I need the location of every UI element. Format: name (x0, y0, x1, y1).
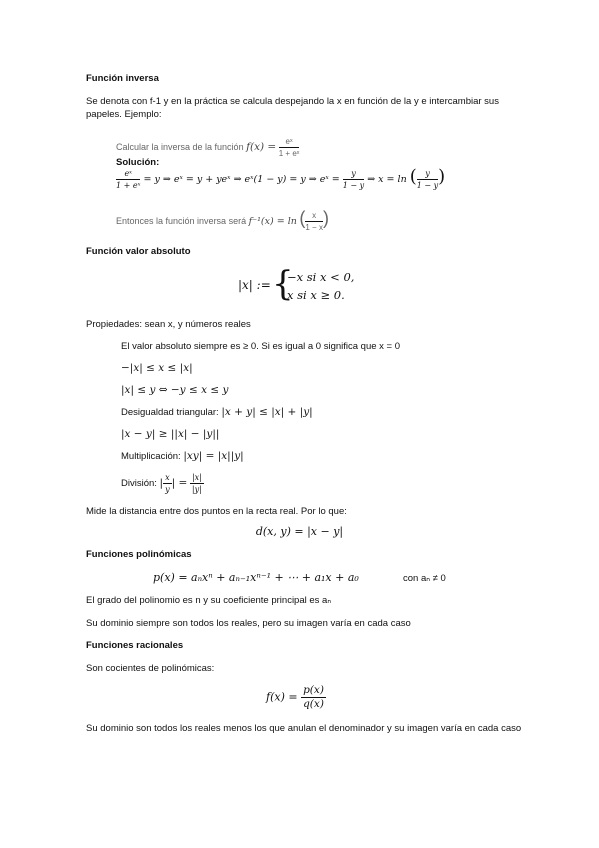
properties-heading: Propiedades: sean x, y números reales (86, 319, 251, 330)
rational-fx: f(x) = (266, 690, 298, 704)
property-6 (121, 450, 244, 463)
property-7-label: División: (121, 478, 157, 490)
conclusion-text: Entonces la función inversa será (116, 215, 247, 226)
solution-chain: = y ⇒ eˣ = y + yeˣ ⇒ eˣ(1 − y) = y ⇒ eˣ = (143, 174, 340, 185)
solution-result: ⇒ x = ln (367, 174, 407, 185)
rational-fraction (301, 684, 326, 711)
solution-result-den: 1 − y (416, 181, 439, 190)
property-4-label: Desigualdad triangular: (121, 407, 219, 418)
property-3: |x| ≤ y ⇔ −y ≤ x ≤ y (121, 384, 229, 396)
example-prompt: Calcular la inversa de la función (116, 141, 244, 152)
property-7: División: | $\frac{x}{y}$ | = $\frac{|x|}{|y|}$ (121, 473, 202, 494)
heading-polinomicas: Funciones polinómicas (86, 549, 192, 560)
polynomial-domain: Su dominio siempre son todos los reales, pero su imagen varía en cada caso (86, 618, 411, 629)
rational-formula (266, 684, 326, 711)
property-7-rhs-num: |x| (191, 473, 202, 482)
property-4-math: |x + y| ≤ |x| + |y| (221, 406, 313, 418)
abs-case-2: x si x ≥ 0. (287, 288, 345, 302)
abs-brace: { (272, 264, 294, 304)
property-7-lhs-den: y (165, 485, 170, 494)
polynomial-degree: El grado del polinomio es n y su coeficiente principal es aₙ (86, 595, 332, 606)
example-den: 1 + eˣ (278, 149, 300, 158)
property-7-lhs-num: x (165, 473, 170, 482)
solution-frac (343, 168, 364, 191)
property-7-lhs-frac (163, 472, 172, 495)
distance-text: Mide la distancia entre dos puntos en la recta real. Por lo que: (86, 506, 347, 517)
heading-valor-absoluto: Función valor absoluto (86, 246, 191, 257)
example-num: eˣ (279, 136, 300, 148)
property-7-rhs-den: |y| (191, 485, 202, 494)
solution-frac-num: y (343, 168, 364, 180)
solution-lhs-den: 1 + eˣ (116, 181, 141, 190)
solution-line: $\frac{\text{eˣ}}{\text{1 + eˣ}}$ = y ⇒ eˣ = y + yeˣ ⇒ eˣ(1 − y) = y ⇒ eˣ = $\frac{y}{1 - y}$ ⇒ x = ln ( $\frac{y}{1 - y}$ ) (116, 166, 446, 190)
property-6-math: |xy| = |x||y| (183, 450, 244, 462)
solution-result-frac (417, 168, 438, 191)
conclusion-num: x (305, 210, 323, 222)
heading-racionales: Funciones racionales (86, 640, 184, 651)
conclusion-frac (305, 210, 323, 233)
abs-case-1: −x si x < 0, (287, 270, 355, 284)
property-7-rhs-frac (190, 472, 204, 495)
example-fx: f(x) = (246, 140, 277, 153)
solution-frac-den: 1 − y (342, 181, 365, 190)
example-fraction (279, 136, 300, 159)
conclusion-fx: f⁻¹(x) = ln (248, 215, 297, 227)
rational-intro: Son cocientes de polinómicas: (86, 663, 215, 674)
polynomial-formula: p(x) = aₙxⁿ + aₙ₋₁xⁿ⁻¹ + ⋯ + a₁x + a₀ (153, 571, 359, 584)
solution-lhs-fraction (116, 168, 140, 191)
distance-formula: d(x, y) = |x − y| (255, 525, 344, 538)
property-5: |x − y| ≥ ||x| − |y|| (121, 428, 220, 440)
property-4 (121, 406, 313, 419)
conclusion-line: Entonces la función inversa será f⁻¹(x) = ln ( $\frac{x}{1 - x}$ ) (116, 207, 329, 232)
rational-domain: Su dominio son todos los reales menos los que anulan el denominador y su imagen varía en cada caso (86, 723, 522, 734)
solution-lhs-num: eˣ (116, 168, 140, 180)
property-2: −|x| ≤ x ≤ |x| (121, 362, 193, 374)
property-1: El valor absoluto siempre es ≥ 0. Si es igual a 0 significa que x = 0 (121, 341, 401, 352)
heading-funcion-inversa: Función inversa (86, 73, 159, 84)
inversa-intro: Se denota con f-1 y en la práctica se calcula despejando la x en función de la y e intercambiar sus papeles. Ejemplo: (86, 96, 499, 120)
conclusion-den: 1 − x (305, 223, 323, 232)
solution-result-num: y (417, 168, 438, 180)
solution-label: Solución: (116, 157, 160, 168)
abs-def-lhs: |x| := (238, 278, 271, 292)
rational-num: p(x) (303, 684, 324, 696)
property-6-label: Multiplicación: (121, 451, 181, 462)
polynomial-condition: con aₙ ≠ 0 (403, 573, 446, 584)
rational-den: q(x) (303, 698, 324, 710)
